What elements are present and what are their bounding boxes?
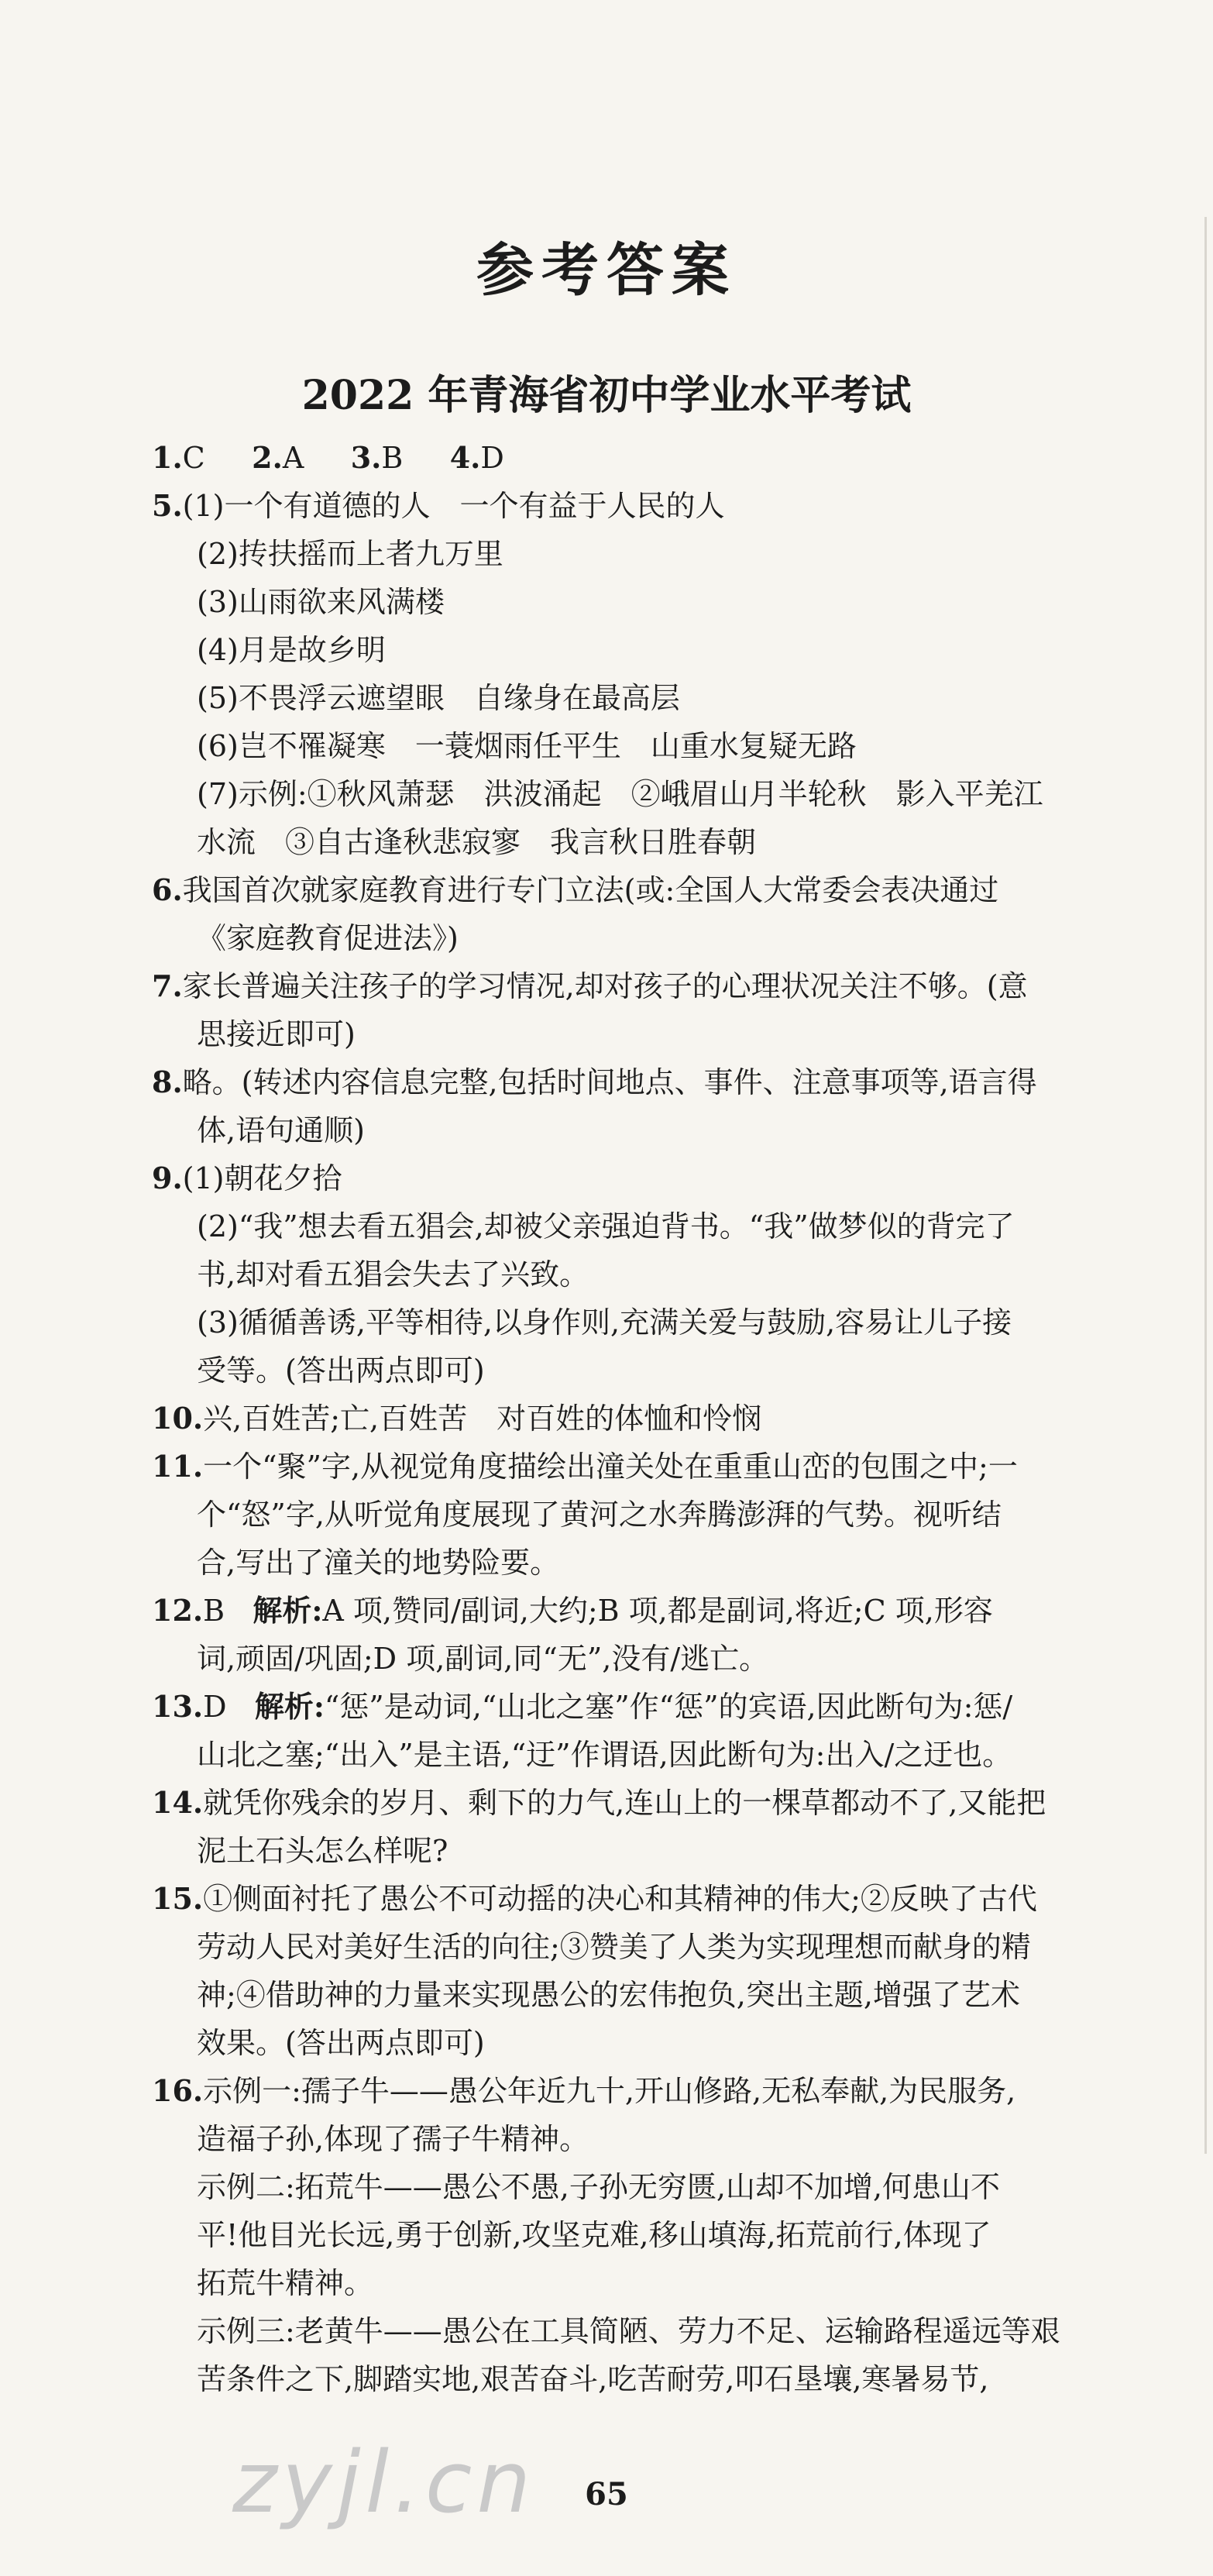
answer-text: D xyxy=(480,441,504,475)
page-title: 参考答案 xyxy=(476,237,737,304)
answer-9-line xyxy=(152,1154,1159,1202)
answer-number: 8. xyxy=(152,1064,183,1099)
answer-5-line: 水流 ③自古逢秋悲寂寥 我言秋日胜春朝 xyxy=(197,825,757,859)
answer-text: C xyxy=(182,441,205,475)
answer-10-line xyxy=(152,1395,1159,1443)
answer-number: 5. xyxy=(152,488,183,523)
answer-text: B xyxy=(381,441,404,475)
answer-text: 略。(转述内容信息完整,包括时间地点、事件、注意事项等,语言得 xyxy=(182,1065,1037,1099)
answer-text: (1)朝花夕拾 xyxy=(182,1161,342,1195)
analysis-label: 解析: xyxy=(253,1593,323,1628)
answer-16-line: 苦条件之下,脚踏实地,艰苦奋斗,吃苦耐劳,叩石垦壤,寒暑易节, xyxy=(197,2362,989,2396)
answer-5-line: (5)不畏浮云遮望眼 自缘身在最高层 xyxy=(197,681,680,715)
answer-number: 2. xyxy=(252,440,283,475)
answer-9-line: (2)“我”想去看五猖会,却被父亲强迫背书。“我”做梦似的背完了 xyxy=(197,1209,1015,1243)
answer-5-line: (3)山雨欲来风满楼 xyxy=(197,585,445,619)
answer-16-line: 示例二:拓荒牛——愚公不愚,子孙无穷匮,山却不加增,何患山不 xyxy=(197,2170,1001,2204)
page-edge-line xyxy=(1204,217,1207,2154)
answer-12-line xyxy=(152,1587,1159,1635)
answer-6-line xyxy=(152,866,1159,914)
answer-number: 7. xyxy=(152,968,183,1003)
answer-number: 11. xyxy=(152,1449,204,1484)
answer-text: 家长普遍关注孩子的学习情况,却对孩子的心理状况关注不够。(意 xyxy=(182,969,1028,1003)
answer-list xyxy=(152,434,1159,2403)
answer-5-line: (7)示例:①秋风萧瑟 洪波涌起 ②峨眉山月半轮秋 影入平羌江 xyxy=(197,777,1043,811)
answer-13-line xyxy=(152,1683,1159,1731)
answer-text: 示例一:孺子牛——愚公年近九十,开山修路,无私奉献,为民服务, xyxy=(203,2074,1016,2108)
answer-text: 一个“聚”字,从视觉角度描绘出潼关处在重重山峦的包围之中;一 xyxy=(203,1450,1018,1484)
answer-15-line: 效果。(答出两点即可) xyxy=(197,2026,485,2060)
answer-16-line xyxy=(152,2067,1159,2115)
answer-15-line: 劳动人民对美好生活的向往;③赞美了人类为实现理想而献身的精 xyxy=(197,1930,1031,1964)
answer-5-line xyxy=(152,482,1159,530)
answer-number: 14. xyxy=(152,1785,204,1820)
answer-text: ①侧面衬托了愚公不可动摇的决心和其精神的伟大;②反映了古代 xyxy=(203,1882,1037,1916)
answer-choice: B xyxy=(203,1594,225,1628)
answer-8-line xyxy=(152,1058,1159,1106)
answer-number: 1. xyxy=(152,440,183,475)
answer-number: 6. xyxy=(152,872,183,907)
analysis-label: 解析: xyxy=(254,1689,325,1724)
answer-7-line: 思接近即可) xyxy=(197,1017,356,1051)
answer-text: 兴,百姓苦;亡,百姓苦 对百姓的体恤和怜悯 xyxy=(203,1401,762,1436)
answer-6-line: 《家庭教育促进法》) xyxy=(197,921,459,955)
answer-choice: D xyxy=(203,1690,227,1724)
answer-14-line: 泥土石头怎么样呢? xyxy=(197,1834,448,1868)
answer-9-line: (3)循循善诱,平等相待,以身作则,充满关爱与鼓励,容易让儿子接 xyxy=(197,1305,1012,1340)
answer-text: A xyxy=(282,441,304,475)
answer-14-line xyxy=(152,1779,1159,1827)
answer-16-line: 示例三:老黄牛——愚公在工具简陋、劳力不足、运输路程遥远等艰 xyxy=(197,2314,1060,2348)
answer-13-line: 山北之塞;“出入”是主语,“迂”作谓语,因此断句为:出入/之迂也。 xyxy=(197,1738,1012,1772)
answer-number: 12. xyxy=(152,1593,204,1628)
answers-1-4 xyxy=(152,434,1159,482)
answer-9-line: 受等。(答出两点即可) xyxy=(197,1353,485,1388)
answer-11-line: 个“怒”字,从听觉角度展现了黄河之水奔腾澎湃的气势。视听结 xyxy=(197,1498,1002,1532)
answer-7-line xyxy=(152,962,1159,1010)
answer-15-line xyxy=(152,1875,1159,1923)
answer-16-line: 平!他目光长远,勇于创新,攻坚克难,移山填海,拓荒前行,体现了 xyxy=(197,2218,991,2252)
watermark: zyjl.cn xyxy=(232,2433,536,2532)
answer-text: 我国首次就家庭教育进行专门立法(或:全国人大常委会表决通过 xyxy=(182,873,999,907)
answer-5-line: (4)月是故乡明 xyxy=(197,633,386,667)
answer-16-line: 拓荒牛精神。 xyxy=(197,2266,374,2300)
answer-12-line: 词,顽固/巩固;D 项,副词,同“无”,没有/逃亡。 xyxy=(197,1642,769,1676)
answer-text: 就凭你残余的岁月、剩下的力气,连山上的一棵草都动不了,又能把 xyxy=(203,1786,1046,1820)
answer-11-line xyxy=(152,1443,1159,1491)
answer-9-line: 书,却对看五猖会失去了兴致。 xyxy=(197,1257,589,1291)
exam-title: 2022 年青海省初中学业水平考试 xyxy=(301,372,912,419)
answer-number: 9. xyxy=(152,1161,183,1195)
answer-number: 15. xyxy=(152,1881,204,1916)
page-number: 65 xyxy=(585,2476,628,2512)
answer-text: A 项,赞同/副词,大约;B 项,都是副词,将近;C 项,形容 xyxy=(322,1594,993,1628)
answer-11-line: 合,写出了潼关的地势险要。 xyxy=(197,1546,560,1580)
answer-number: 16. xyxy=(152,2073,204,2108)
answer-number: 4. xyxy=(449,440,481,475)
answer-16-line: 造福子孙,体现了孺子牛精神。 xyxy=(197,2122,589,2156)
answer-number: 3. xyxy=(350,440,382,475)
answer-number: 13. xyxy=(152,1689,204,1724)
answer-5-line: (2)抟扶摇而上者九万里 xyxy=(197,537,503,571)
answer-number: 10. xyxy=(152,1401,204,1436)
answer-5-line: (6)岂不罹凝寒 一蓑烟雨任平生 山重水复疑无路 xyxy=(197,729,857,763)
answer-text: “惩”是动词,“山北之塞”作“惩”的宾语,因此断句为:惩/ xyxy=(324,1690,1013,1724)
answer-8-line: 体,语句通顺) xyxy=(197,1113,365,1147)
answer-text: (1)一个有道德的人 一个有益于人民的人 xyxy=(182,489,725,523)
answer-15-line: 神;④借助神的力量来实现愚公的宏伟抱负,突出主题,增强了艺术 xyxy=(197,1978,1020,2012)
